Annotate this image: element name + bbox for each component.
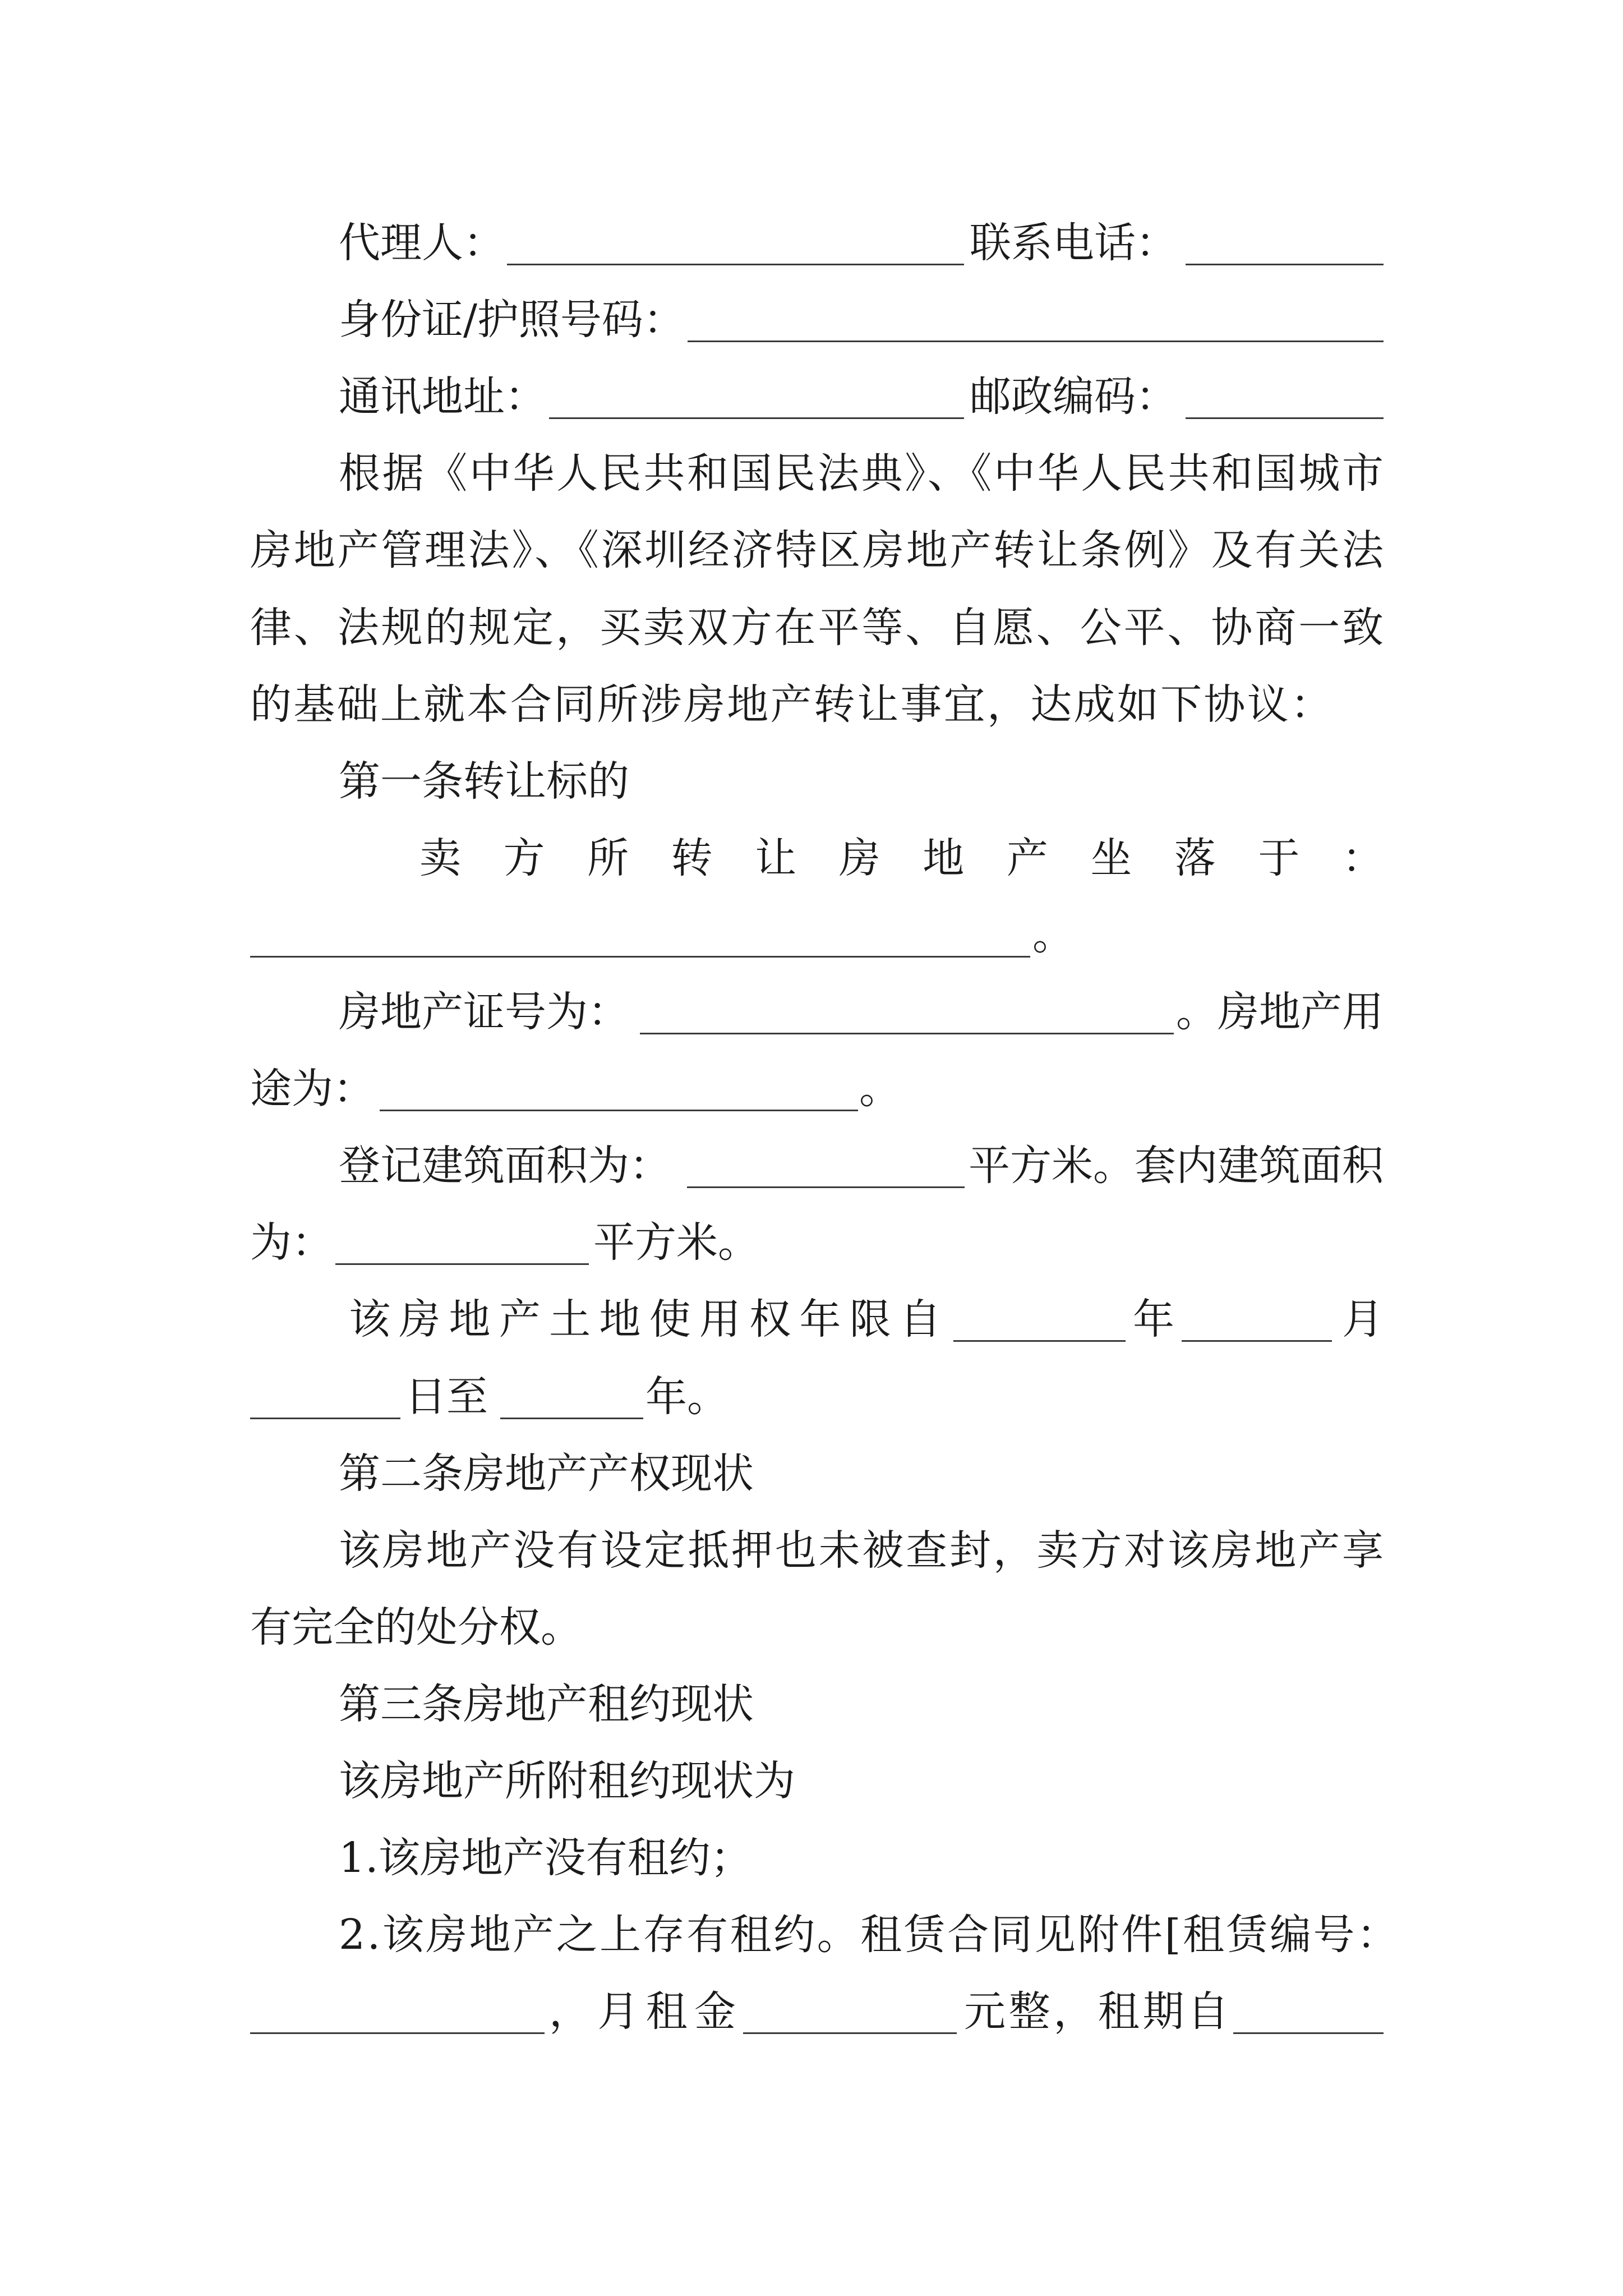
preamble-text: 根据《中华人民共和国民法典》、《中华人民共和国城市	[339, 449, 1386, 498]
agent-row	[250, 205, 1384, 282]
preamble-line-4	[250, 666, 1384, 743]
address-blank	[549, 375, 964, 419]
location-blank-row	[250, 897, 1384, 974]
area-unit: 平方米。套内建筑面积	[969, 1142, 1384, 1190]
use-end: 。	[859, 1065, 901, 1113]
term-end-row	[250, 1359, 1384, 1435]
id-row	[250, 282, 1384, 358]
term-year-label: 年	[1133, 1295, 1174, 1343]
preamble-text: 房地产管理法》、《深圳经济特区房地产转让条例》及有关法	[250, 526, 1386, 574]
term-start-day-blank	[250, 1375, 400, 1419]
article1-heading: 第一条转让标的	[339, 757, 629, 806]
rent-label: ，月租金	[549, 1987, 743, 2036]
id-blank	[688, 298, 1384, 342]
rent-amount-blank	[743, 1990, 957, 2034]
preamble-line-1	[250, 435, 1384, 512]
location-label: 卖方所转让房地产坐落于：	[419, 834, 1426, 882]
inner-area-unit: 平方米。	[593, 1218, 759, 1267]
phone-label: 联系电话：	[970, 219, 1177, 267]
area-label: 登记建筑面积为：	[339, 1142, 671, 1190]
article2-line-2	[250, 1589, 1384, 1666]
postcode-blank	[1186, 375, 1384, 419]
phone-blank	[1186, 222, 1384, 265]
term-end-label: 年。	[645, 1373, 728, 1421]
inner-area-row	[250, 1204, 1384, 1281]
location-end: 。	[1032, 911, 1074, 959]
article3-option1: 1.该房地产没有租约；	[339, 1834, 752, 1882]
location-blank	[250, 914, 1030, 958]
use-blank	[380, 1068, 858, 1111]
article2-heading: 第二条房地产产权现状	[339, 1450, 754, 1498]
address-label: 通讯地址：	[339, 372, 546, 421]
inner-area-label: 为：	[250, 1218, 333, 1267]
article3-intro-row	[250, 1743, 1384, 1820]
agent-blank	[507, 222, 964, 265]
article2-heading-row	[250, 1435, 1384, 1512]
id-label: 身份证/护照号码：	[339, 296, 685, 344]
term-start-year-blank	[953, 1298, 1126, 1342]
term-day-to-label: 日至	[405, 1373, 488, 1421]
address-row	[250, 358, 1384, 435]
cert-end: 。房地产用	[1176, 988, 1384, 1036]
area-row	[250, 1128, 1384, 1204]
article3-heading-row	[250, 1666, 1384, 1743]
article3-intro: 该房地产所附租约现状为	[339, 1757, 795, 1805]
term-end-year-blank	[500, 1375, 643, 1419]
cert-label: 房地产证号为：	[339, 988, 629, 1036]
article2-text: 该房地产没有设定抵押也未被查封，卖方对该房地产享	[339, 1526, 1386, 1575]
article1-heading-row	[250, 743, 1384, 820]
article3-option1-row	[250, 1820, 1384, 1897]
cert-row	[250, 974, 1384, 1051]
rent-unit-term-label: 元整，租期自	[964, 1987, 1232, 2036]
preamble-text: 的基础上就本合同所涉房地产转让事宜，达成如下协议：	[250, 680, 1334, 729]
agent-label: 代理人：	[339, 219, 505, 267]
inner-area-blank	[335, 1221, 589, 1265]
preamble-line-2	[250, 512, 1384, 589]
term-label: 该房地产土地使用权年限自	[349, 1295, 950, 1343]
postcode-label: 邮政编码：	[970, 372, 1177, 421]
article3-option2: 2.该房地产之上存有租约。租赁合同见附件[租赁编号：	[339, 1911, 1400, 1959]
article3-option2-row	[250, 1897, 1400, 1973]
term-row	[250, 1281, 1384, 1358]
use-row	[250, 1051, 1384, 1128]
lease-number-blank	[250, 1990, 545, 2034]
preamble-text: 律、法规的规定，买卖双方在平等、自愿、公平、协商一致	[250, 604, 1386, 652]
lease-detail-row	[250, 1973, 1384, 2050]
area-blank	[687, 1144, 965, 1188]
article2-line-1	[250, 1512, 1384, 1589]
location-row	[250, 820, 1426, 897]
use-label: 途为：	[250, 1065, 375, 1113]
cert-blank	[640, 991, 1174, 1034]
lease-start-blank	[1233, 1990, 1384, 2034]
term-start-month-blank	[1182, 1298, 1332, 1342]
preamble-line-3	[250, 590, 1384, 666]
article3-heading: 第三条房地产租约现状	[339, 1680, 754, 1728]
term-month-label: 月	[1342, 1295, 1384, 1343]
article2-text: 有完全的处分权。	[250, 1603, 582, 1651]
